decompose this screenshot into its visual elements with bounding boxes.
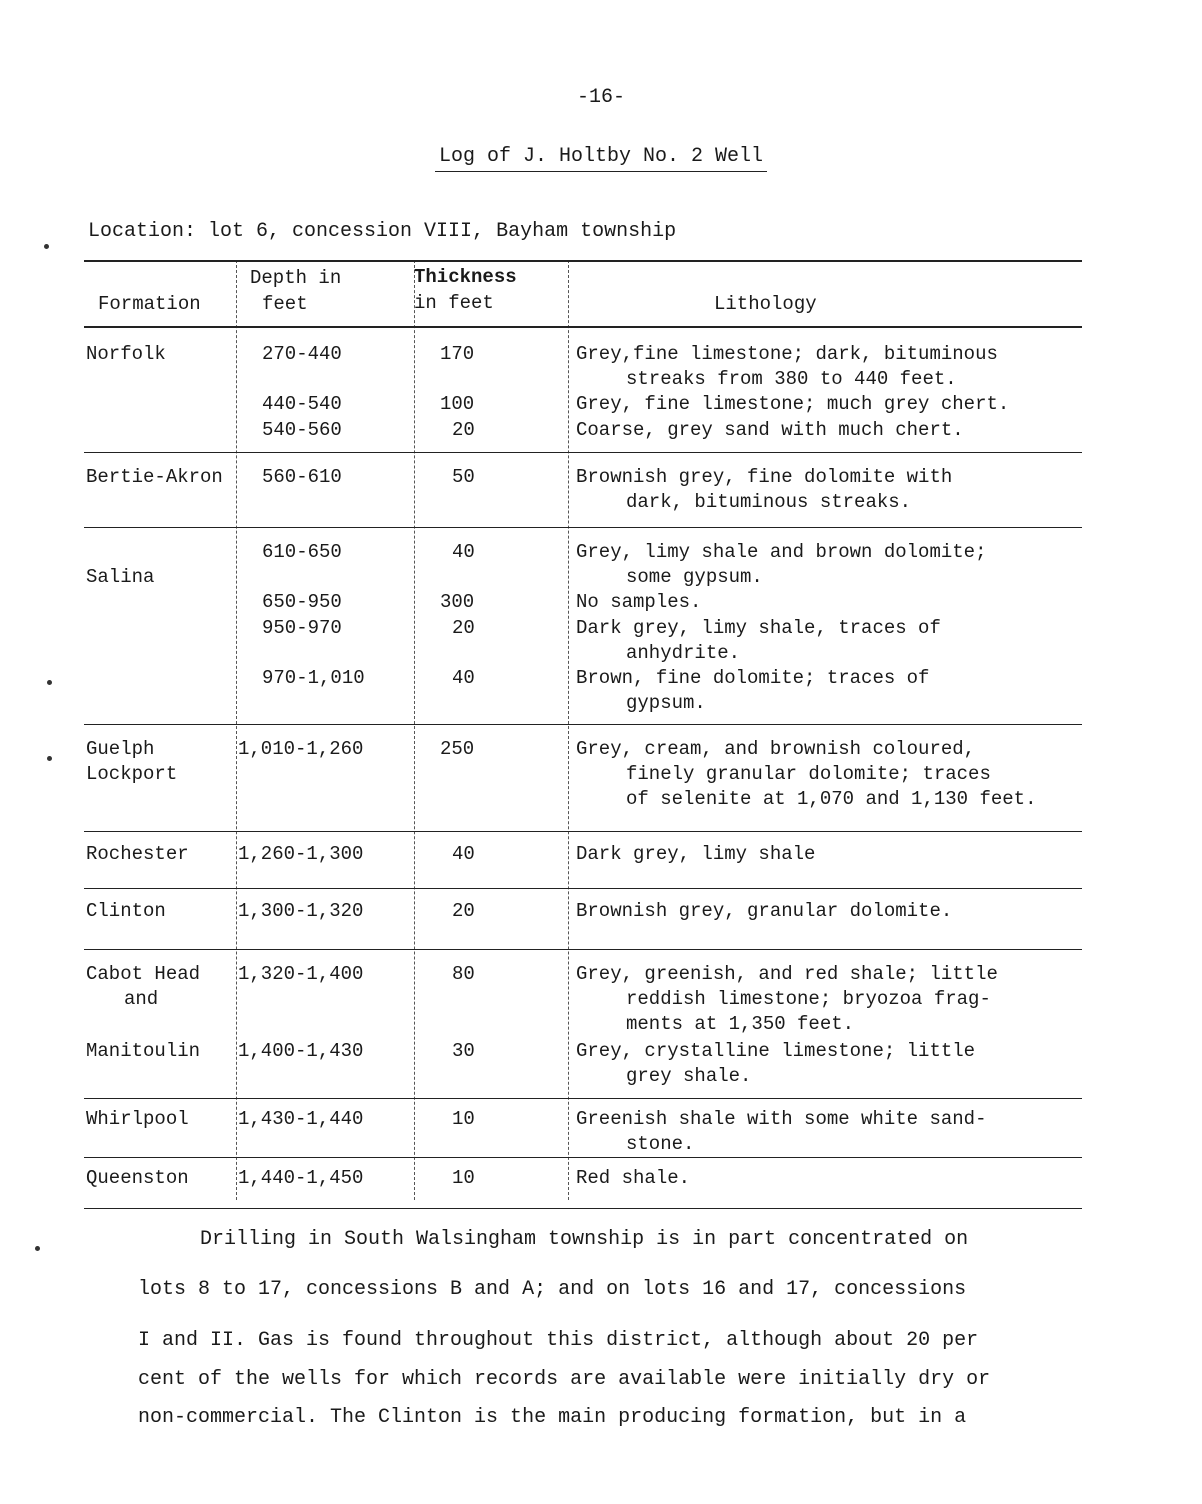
lithology-cell: Grey, limy shale and brown dolomite; — [576, 541, 987, 563]
thickness-cell: 20 — [452, 900, 475, 922]
lithology-cell: Brown, fine dolomite; traces of — [576, 667, 930, 689]
header-formation: Formation — [98, 293, 201, 315]
depth-cell: 970-1,010 — [262, 667, 365, 689]
lithology-cell: ments at 1,350 feet. — [626, 1013, 855, 1035]
lithology-cell: Grey, crystalline limestone; little — [576, 1040, 976, 1062]
thickness-cell: 20 — [452, 617, 475, 639]
lithology-cell: of selenite at 1,070 and 1,130 feet. — [626, 788, 1037, 810]
lithology-cell: Grey, cream, and brownish coloured, — [576, 738, 976, 760]
formation-cell: Salina — [86, 566, 155, 588]
paragraph-line: lots 8 to 17, concessions B and A; and on lots 16 and 17, concessions — [138, 1278, 967, 1301]
thickness-cell: 50 — [452, 466, 475, 488]
header-lithology: Lithology — [714, 293, 817, 315]
thickness-cell: 40 — [452, 541, 475, 563]
depth-cell: 440-540 — [262, 393, 342, 415]
lithology-cell: Grey, greenish, and red shale; little — [576, 963, 998, 985]
lithology-cell: streaks from 380 to 440 feet. — [626, 368, 957, 390]
margin-mark — [47, 756, 52, 761]
depth-cell: 1,400-1,430 — [238, 1040, 364, 1062]
formation-cell: Bertie-Akron — [86, 466, 223, 488]
formation-cell: and — [124, 988, 159, 1010]
paragraph-line: I and II. Gas is found throughout this district, although about 20 per — [138, 1329, 979, 1352]
lithology-cell: anhydrite. — [626, 642, 741, 664]
table-block — [84, 725, 1082, 832]
thickness-cell: 40 — [452, 667, 475, 689]
table-block — [84, 328, 1082, 453]
formation-cell: Cabot Head — [86, 963, 201, 985]
table-block — [84, 453, 1082, 528]
thickness-cell: 10 — [452, 1108, 475, 1130]
thickness-cell: 40 — [452, 843, 475, 865]
header-depth-line1: Depth in — [250, 267, 342, 289]
lithology-cell: Grey, fine limestone; much grey chert. — [576, 393, 1010, 415]
formation-cell: Manitoulin — [86, 1040, 201, 1062]
depth-cell: 1,300-1,320 — [238, 900, 364, 922]
table-block — [84, 1158, 1082, 1209]
formation-cell: Guelph — [86, 738, 155, 760]
table-block — [84, 832, 1082, 889]
depth-cell: 560-610 — [262, 466, 342, 488]
title-text: Log of J. Holtby No. 2 Well — [435, 145, 767, 172]
location-line: Location: lot 6, concession VIII, Bayham township — [88, 220, 677, 243]
thickness-cell: 30 — [452, 1040, 475, 1062]
depth-cell: 950-970 — [262, 617, 342, 639]
lithology-cell: Greenish shale with some white sand- — [576, 1108, 987, 1130]
lithology-cell: reddish limestone; bryozoa frag- — [626, 988, 991, 1010]
table-block — [84, 889, 1082, 950]
thickness-cell: 80 — [452, 963, 475, 985]
header-depth-line2: feet — [262, 293, 308, 315]
paragraph-line: Drilling in South Walsingham township is in part concentrated on — [200, 1228, 969, 1251]
thickness-cell: 20 — [452, 419, 475, 441]
depth-cell: 1,260-1,300 — [238, 843, 364, 865]
thickness-cell: 170 — [440, 343, 475, 365]
lithology-cell: stone. — [626, 1133, 695, 1155]
lithology-cell: Coarse, grey sand with much chert. — [576, 419, 964, 441]
depth-cell: 1,430-1,440 — [238, 1108, 364, 1130]
formation-cell: Queenston — [86, 1167, 189, 1189]
depth-cell: 1,320-1,400 — [238, 963, 364, 985]
table-block — [84, 1099, 1082, 1158]
margin-mark — [35, 1246, 40, 1251]
formation-cell: Whirlpool — [86, 1108, 189, 1130]
lithology-cell: Dark grey, limy shale — [576, 843, 816, 865]
lithology-cell: grey shale. — [626, 1065, 752, 1087]
depth-cell: 270-440 — [262, 343, 342, 365]
lithology-cell: dark, bituminous streaks. — [626, 491, 912, 513]
lithology-cell: Brownish grey, fine dolomite with — [576, 466, 953, 488]
lithology-cell: No samples. — [576, 591, 702, 613]
lithology-cell: Grey,fine limestone; dark, bituminous — [576, 343, 998, 365]
lithology-cell: Red shale. — [576, 1167, 691, 1189]
thickness-cell: 10 — [452, 1167, 475, 1189]
lithology-cell: some gypsum. — [626, 566, 763, 588]
page-title — [0, 145, 1202, 168]
table-header — [84, 260, 1082, 328]
header-thickness-line1: Thickness — [414, 266, 517, 288]
thickness-cell: 250 — [440, 738, 475, 760]
margin-mark — [47, 680, 52, 685]
well-log-table — [84, 260, 1082, 1209]
margin-mark — [44, 244, 49, 249]
table-block — [84, 950, 1082, 1099]
depth-cell: 540-560 — [262, 419, 342, 441]
formation-cell: Clinton — [86, 900, 166, 922]
formation-cell: Norfolk — [86, 343, 166, 365]
page-number: -16- — [576, 86, 625, 109]
thickness-cell: 300 — [440, 591, 475, 613]
depth-cell: 650-950 — [262, 591, 342, 613]
depth-cell: 1,440-1,450 — [238, 1167, 364, 1189]
thickness-cell: 100 — [440, 393, 475, 415]
formation-cell: Rochester — [86, 843, 189, 865]
paragraph-line: non-commercial. The Clinton is the main producing formation, but in a — [138, 1406, 967, 1429]
lithology-cell: Brownish grey, granular dolomite. — [576, 900, 953, 922]
table-body — [84, 328, 1082, 1209]
depth-cell: 610-650 — [262, 541, 342, 563]
lithology-cell: gypsum. — [626, 692, 706, 714]
table-block — [84, 528, 1082, 725]
lithology-cell: finely granular dolomite; traces — [626, 763, 991, 785]
formation-cell: Lockport — [86, 763, 178, 785]
header-thickness-line2: in feet — [414, 292, 494, 314]
lithology-cell: Dark grey, limy shale, traces of — [576, 617, 941, 639]
paragraph-line: cent of the wells for which records are available were initially dry or — [138, 1368, 991, 1391]
depth-cell: 1,010-1,260 — [238, 738, 364, 760]
